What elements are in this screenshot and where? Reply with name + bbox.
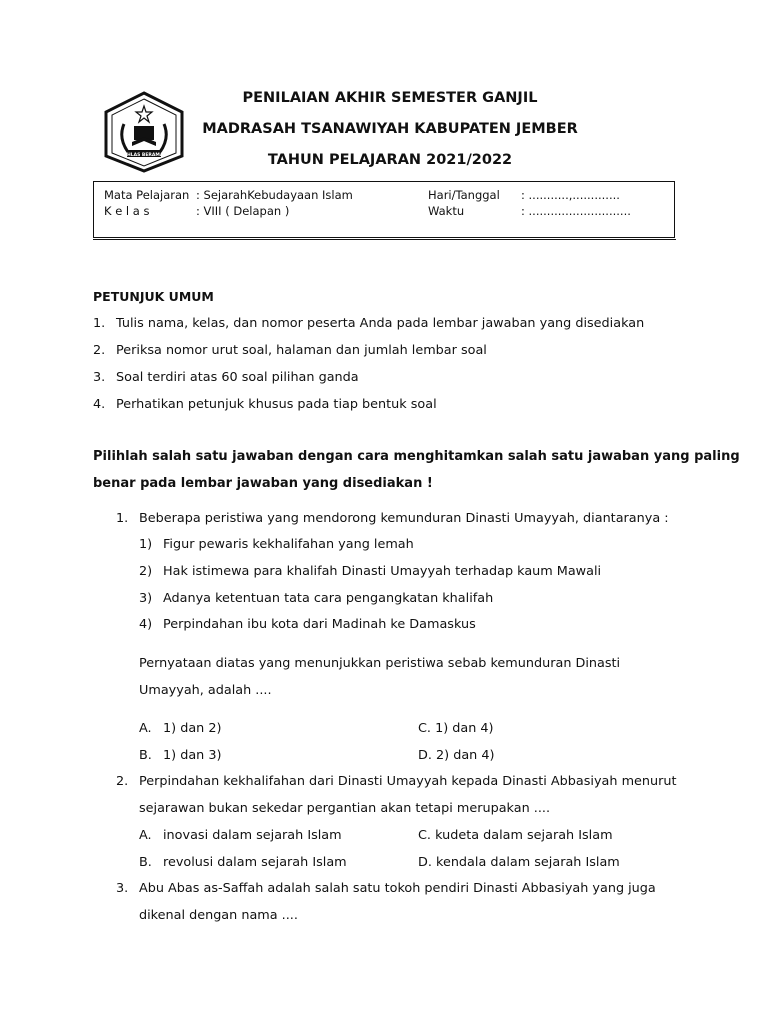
header-title: PENILAIAN AKHIR SEMESTER GANJIL	[242, 90, 538, 106]
question-text: dikenal dengan nama ....	[139, 908, 298, 923]
question-prompt: Pernyataan diatas yang menunjukkan peristiwa sebab kemunduran Dinasti	[139, 656, 621, 671]
day-value: : ...........,.............	[521, 188, 620, 202]
statement-num: 4)	[139, 617, 153, 632]
question-text: Abu Abas as-Saffah adalah salah satu tokoh pendiri Dinasti Abbasiyah yang juga	[139, 881, 656, 896]
question-number: 3.	[116, 881, 129, 896]
statement-text: Adanya ketentuan tata cara pengangkatan khalifah	[163, 591, 494, 606]
statement-num: 2)	[139, 564, 153, 579]
option-b: revolusi dalam sejarah Islam	[163, 855, 347, 870]
time-label: Waktu	[428, 204, 465, 218]
instruction-num: 3.	[93, 370, 106, 385]
question-text: Beberapa peristiwa yang mendorong kemunduran Dinasti Umayyah, diantaranya :	[139, 511, 669, 526]
exam-info-box	[93, 181, 675, 238]
header-school: MADRASAH TSANAWIYAH KABUPATEN JEMBER	[202, 121, 578, 137]
option-label-a: A.	[139, 721, 152, 736]
instruction-num: 4.	[93, 397, 106, 412]
statement-num: 1)	[139, 537, 153, 552]
instruction-num: 2.	[93, 343, 106, 358]
answer-instruction-line1: Pilihlah salah satu jawaban dengan cara menghitamkan salah satu jawaban yang paling	[93, 449, 740, 464]
class-value: : VIII ( Delapan )	[196, 204, 290, 218]
statement-text: Hak istimewa para khalifah Dinasti Umayyah terhadap kaum Mawali	[163, 564, 602, 579]
instruction-text: Tulis nama, kelas, dan nomor peserta Anda pada lembar jawaban yang disediakan	[116, 316, 645, 331]
day-label: Hari/Tanggal	[428, 188, 500, 202]
statement-text: Figur pewaris kekhalifahan yang lemah	[163, 537, 414, 552]
instruction-text: Periksa nomor urut soal, halaman dan jumlah lembar soal	[116, 343, 487, 358]
option-label-a: A.	[139, 828, 152, 843]
instruction-num: 1.	[93, 316, 106, 331]
option-c: C. kudeta dalam sejarah Islam	[418, 828, 613, 843]
question-text: sejarawan bukan sekedar pergantian akan tetapi merupakan ....	[139, 801, 551, 816]
statement-text: Perpindahan ibu kota dari Madinah ke Damaskus	[163, 617, 476, 632]
header-year: TAHUN PELAJARAN 2021/2022	[267, 152, 513, 168]
general-instructions-title: PETUNJUK UMUM	[93, 289, 214, 304]
option-a: inovasi dalam sejarah Islam	[163, 828, 342, 843]
class-label: K e l a s	[104, 204, 150, 218]
question-text: Perpindahan kekhalifahan dari Dinasti Umayyah kepada Dinasti Abbasiyah menurut	[139, 774, 677, 789]
subject-label: Mata Pelajaran	[104, 188, 190, 202]
option-label-b: B.	[139, 855, 152, 870]
option-c: C. 1) dan 4)	[418, 721, 494, 736]
option-label-b: B.	[139, 748, 152, 763]
question-number: 2.	[116, 774, 129, 789]
svg-text:IKHLAS BERAMAL: IKHLAS BERAMAL	[121, 153, 167, 158]
option-d: D. 2) dan 4)	[418, 748, 495, 763]
subject-value: : SejarahKebudayaan Islam	[196, 188, 353, 202]
question-number: 1.	[116, 511, 129, 526]
option-a: 1) dan 2)	[163, 721, 222, 736]
statement-num: 3)	[139, 591, 153, 606]
instruction-text: Perhatikan petunjuk khusus pada tiap bentuk soal	[116, 397, 437, 412]
question-prompt: Umayyah, adalah ....	[139, 683, 272, 698]
time-value: : ............................	[521, 204, 631, 218]
option-d: D. kendala dalam sejarah Islam	[418, 855, 620, 870]
instruction-text: Soal terdiri atas 60 soal pilihan ganda	[116, 370, 359, 385]
option-b: 1) dan 3)	[163, 748, 222, 763]
answer-instruction-line2: benar pada lembar jawaban yang disediakan !	[93, 476, 433, 491]
kemenag-logo	[102, 90, 186, 174]
